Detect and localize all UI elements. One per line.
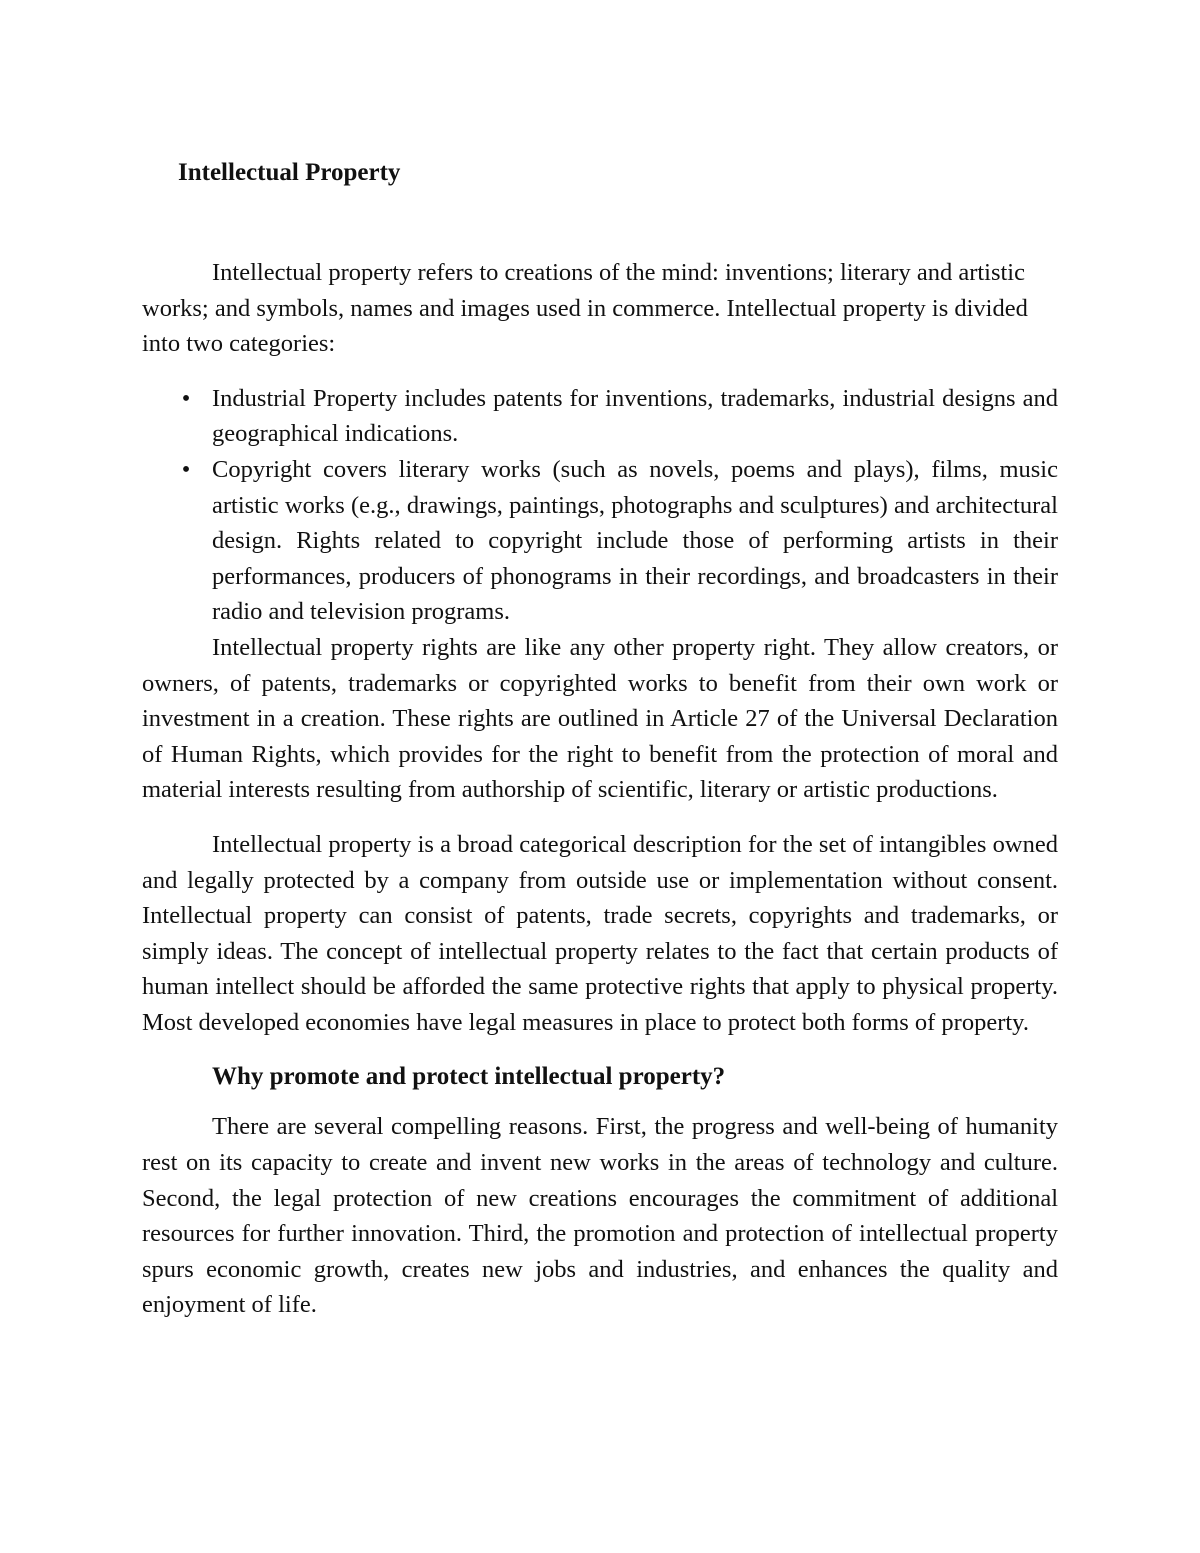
bullet-icon: • xyxy=(181,384,191,412)
bullet-icon: • xyxy=(181,455,191,483)
section-heading: Why promote and protect intellectual property? xyxy=(212,1063,726,1091)
list-item-text: Industrial Property includes patents for inventions, trademarks, industrial designs and geographical indications. xyxy=(212,384,1058,448)
rights-paragraph: Intellectual property rights are like any other property right. They allow creators, or owners, of patents, trademarks or copyrighted works to benefit from their own work or investment in a creation. These rights are outlined in Article 27 of the Universal Declaration of Human Rights, which provides for the right to benefit from the protection of moral and material interests resulting from authorship of scientific, literary or artistic productions. xyxy=(142,633,1058,804)
document-body xyxy=(142,155,1058,1323)
document-title: Intellectual Property xyxy=(178,159,401,186)
list-item-text: Copyright covers literary works (such as novels, poems and plays), films, music artistic works (e.g., drawings, paintings, photographs and sculptures) and architectural design. Rights related to copyright include those of performing artists in their performances, producers of phonograms in their recordings, and broadcasters in their radio and television programs. xyxy=(212,455,1058,626)
category-list xyxy=(142,381,1058,630)
list-item-copyright xyxy=(181,452,1058,630)
intro-paragraph: Intellectual property refers to creations of the mind: inventions; literary and artistic works; and symbols, names and images used in commerce. Intellectual property is divided into two categories: xyxy=(142,259,1028,358)
list-item-industrial-property xyxy=(181,381,1058,452)
reasons-paragraph: There are several compelling reasons. First, the progress and well-being of humanity rest on its capacity to create and invent new works in the areas of technology and culture. Second, the legal protection of new creations encourages the commitment of additional resources for further innovation. Third, the promotion and protection of intellectual property spurs economic growth, creates new jobs and industries, and enhances the quality and enjoyment of life. xyxy=(142,1113,1058,1319)
broad-description-paragraph: Intellectual property is a broad categorical description for the set of intangibles owned and legally protected by a company from outside use or implementation without consent. Intellectual property can consist of patents, trade secrets, copyrights and trademarks, or simply ideas. The concept of intellectual property relates to the fact that certain products of human intellect should be afforded the same protective rights that apply to physical property. Most developed economies have legal measures in place to protect both forms of property. xyxy=(142,830,1058,1036)
